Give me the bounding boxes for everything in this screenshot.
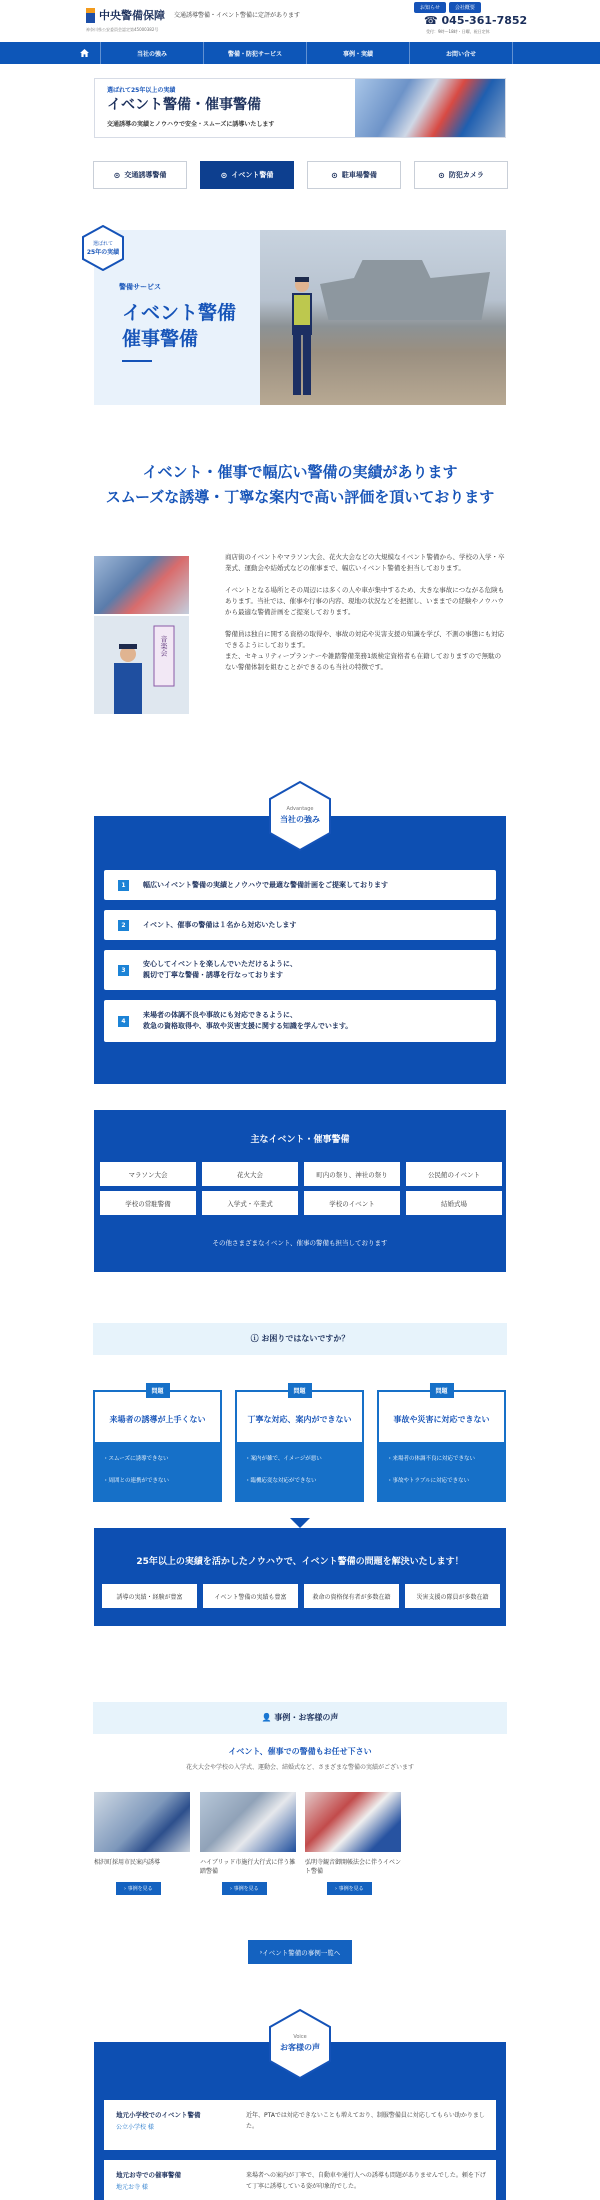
event-item: 学校の常駐警備 [100, 1191, 196, 1215]
case-button-label: 事例を見る [233, 1886, 259, 1892]
badge-line2: 25年の実績 [86, 249, 120, 256]
case-card [305, 1792, 401, 1895]
voice-text: 来場者への案内が丁寧で、自動車や通行人への誘導も問題がありませんでした。頼を下げて丁寧に誘導している姿が印象的でした。 [246, 2172, 486, 2190]
chevron-circle-icon: ⊙ [438, 170, 445, 180]
news-button[interactable]: お知らせ [414, 2, 446, 13]
advantage-text: 来場者の体調不良や事故にも対応できるように、 救急の資格取得や、事故や災害支援に関する知識を学んでいます。 [143, 1011, 353, 1030]
problems-header [93, 1323, 507, 1355]
advantage-item [104, 950, 496, 990]
intro-photo-1 [94, 556, 189, 614]
advantage-text: 幅広いイベント警備の実績とノウハウで最適な警備計画をご提案しております [143, 880, 388, 889]
voice-title: お客様の声 [280, 2043, 320, 2052]
event-item: 結婚式場 [406, 1191, 502, 1215]
advantage-text: 安心してイベントを楽しんでいただけるように、 親切で丁寧な警備・誘導を行なっております [143, 960, 297, 979]
phone-text: 045-361-7852 [441, 14, 528, 27]
case-card [94, 1792, 190, 1895]
voice-who: 地元お寺 様 [116, 2184, 148, 2191]
cases-title: 事例・お客様の声 [274, 1713, 339, 1722]
header-buttons [414, 2, 481, 13]
ship-shape [320, 260, 490, 320]
case-photo [200, 1792, 296, 1852]
company-sub: 神奈川県公安委員会認定第45000382号 [86, 27, 159, 32]
nav-home[interactable] [69, 42, 101, 64]
problem-list [237, 1442, 362, 1500]
voice-who: 公立小学校 様 [116, 2124, 154, 2131]
tab-event[interactable] [200, 161, 294, 189]
events-note: その他さまざまなイベント、催事の警備も担当しております [212, 1239, 388, 1247]
main-visual [94, 230, 506, 405]
company-button[interactable]: 会社概要 [449, 2, 481, 13]
solve-item: 誘導の実績・経験が豊富 [102, 1584, 197, 1608]
voice-name: 地元お寺での催事警備 [116, 2171, 181, 2179]
problem-list-item: ・来場者の体調不良に対応できない [387, 1456, 476, 1462]
event-item: マラソン大会 [100, 1162, 196, 1186]
advantage-en: Advantage [286, 806, 314, 812]
banner-desc: 交通誘導の実績とノウハウで安全・スムーズに誘導いたします [107, 121, 275, 128]
logo[interactable] [86, 7, 165, 23]
tab-parking[interactable] [307, 161, 401, 189]
advantage-num: 1 [118, 880, 129, 891]
all-cases-label: イベント警備の事例一覧へ [262, 1948, 341, 1957]
page-banner [94, 78, 506, 138]
problem-title: 事故や災害に対応できない [393, 1415, 490, 1424]
problems-title: お困りではないですか？ [261, 1334, 350, 1343]
nav-services[interactable]: 警備・防犯サービス [204, 42, 307, 64]
solve-list [102, 1584, 500, 1608]
case-button[interactable]: › 事例を見る [116, 1882, 161, 1895]
problem-item-text: 周囲との連携ができない [108, 1478, 170, 1484]
banner-small: 選ばれて25年以上の実績 [107, 87, 176, 94]
service-tabs [93, 161, 508, 189]
case-card [200, 1792, 296, 1895]
phone-number[interactable]: ☎ 045-361-7852 [424, 14, 528, 27]
person-icon: 👤 [261, 1713, 275, 1722]
case-button-label: 事例を見る [338, 1886, 364, 1892]
problem-list-item: ・臨機応変な対応ができない [245, 1478, 317, 1484]
advantage-num: 4 [118, 1016, 129, 1027]
solve-item: 災害支援の隊員が多数在籍 [405, 1584, 500, 1608]
problem-tag: 問題 [145, 1383, 169, 1398]
problem-item-text: 臨機応変な対応ができない [250, 1478, 317, 1484]
case-caption: ハイブリッド市施行大行式に伴う雑踏警備 [200, 1859, 296, 1875]
solve-section [94, 1528, 506, 1626]
headline [0, 460, 600, 510]
problem-list-item: ・案内が雑で、イメージが悪い [245, 1456, 322, 1462]
tab-camera[interactable] [414, 161, 508, 189]
logo-mark-icon [86, 8, 95, 23]
voice-hex-icon [267, 2008, 333, 2080]
problem-tag: 問題 [429, 1383, 453, 1398]
advantage-hex-icon [267, 780, 333, 852]
events-title: 主なイベント・催事警備 [250, 1135, 350, 1145]
problem-item-text: 案内が雑で、イメージが悪い [250, 1456, 322, 1462]
voice-name: 地元小学校でのイベント警備 [116, 2111, 201, 2119]
cases-header [93, 1702, 507, 1734]
guard-figure-icon [284, 275, 320, 400]
down-arrow-icon [290, 1518, 310, 1528]
problem-card [93, 1390, 222, 1502]
intro-p2: イベントとなる場所とその周辺には多くの人や車が集中するため、大きな事故につながる危険もあります。当社では、催事や行事の内容、現地の状況などを把握し、いままでの経験やノウハウから最適な警備計画をご提案しております。 [225, 586, 505, 616]
tab-label: 駐車場警備 [341, 171, 377, 179]
voice-text: 近年、PTAでは対応できないことも増えており、制服警備員に対応してもらい助かりました。 [246, 2112, 485, 2130]
voice-en: Voice [293, 2034, 307, 2040]
problem-item-text: 来場者の体調不良に対応できない [392, 1456, 476, 1462]
solve-item: イベント警備の実績も豊富 [203, 1584, 298, 1608]
mv-title-line2: 催事警備 [122, 328, 199, 350]
problem-list [379, 1442, 504, 1500]
tagline: 交通誘導警備・イベント警備に定評があります [174, 12, 301, 19]
events-grid [100, 1162, 500, 1215]
tab-label: 防犯カメラ [448, 171, 484, 179]
all-cases-button[interactable]: › イベント警備の事例一覧へ [248, 1940, 352, 1964]
guard-sign-photo [94, 616, 189, 714]
info-icon: ⓘ [250, 1334, 262, 1343]
problem-tag: 問題 [287, 1383, 311, 1398]
case-button[interactable]: › 事例を見る [327, 1882, 372, 1895]
tab-label: 交通誘導警備 [124, 171, 167, 179]
nav-contact[interactable]: お問い合せ [410, 42, 513, 64]
event-item: 入学式・卒業式 [202, 1191, 298, 1215]
problem-list-item: ・周囲との連携ができない [103, 1478, 170, 1484]
intro-p3: 警備員は独自に開する資格の取得や、事故の対応や災害支援の知識を学び、不測の事態にも対応できるようにしております。 また、セキュリティープランナーや雑踏警備業務1級検定資格者も在籍しておりますので無駄のない警備体制を組むことができるのも当社の特徴です。 [225, 630, 505, 671]
problem-card [377, 1390, 506, 1502]
case-photo [305, 1792, 401, 1852]
case-caption: 弘明寺観音御開帳法会に伴うイベント警備 [305, 1859, 402, 1875]
chevron-circle-icon: ⊙ [331, 170, 338, 180]
badge-hex-icon [80, 225, 126, 271]
sign-text: 音楽会 [160, 635, 168, 657]
divider [122, 360, 152, 362]
site-header [0, 0, 600, 42]
advantage-num: 2 [118, 920, 129, 931]
events-section [94, 1110, 506, 1272]
cases-sub: イベント、催事での警備もお任せ下さい [228, 1747, 372, 1756]
problem-title: 来場者の誘導が上手くない [109, 1415, 206, 1424]
headline-line1: イベント・催事で幅広い警備の実績があります [142, 463, 458, 481]
tab-label: イベント警備 [231, 171, 274, 179]
nav-advantage[interactable]: 当社の強み [101, 42, 204, 64]
event-item: 学校のイベント [304, 1191, 400, 1215]
chevron-circle-icon: ⊙ [220, 170, 228, 180]
advantage-text: イベント、催事の警備は１名から対応いたします [143, 920, 297, 929]
advantage-item [104, 870, 496, 900]
problem-list-item: ・事故やトラブルに対応できない [387, 1478, 470, 1484]
event-item: 花火大会 [202, 1162, 298, 1186]
mv-small: 警備サービス [119, 283, 161, 291]
problem-list-item: ・スムーズに誘導できない [103, 1456, 169, 1462]
problem-item-text: 事故やトラブルに対応できない [392, 1478, 470, 1484]
global-nav [0, 42, 600, 64]
headline-line2: スムーズな誘導・丁寧な案内で高い評価を頂いております [105, 488, 495, 506]
cases-sub2: 花火大会や学校の入学式、運動会、結婚式など、さまざまな警備の実績がございます [185, 1764, 414, 1771]
intro-text [225, 552, 507, 684]
case-caption: 相沢町採用市民案内誘導 [94, 1859, 161, 1866]
problem-title: 丁寧な対応、案内ができない [247, 1415, 352, 1424]
solve-title: 25年以上の実績を活かしたノウハウで、イベント警備の問題を解決いたします！ [136, 1557, 464, 1567]
problem-item-text: スムーズに誘導できない [108, 1456, 169, 1462]
case-button-label: 事例を見る [127, 1886, 153, 1892]
badge-line1: 選ばれて [92, 241, 114, 247]
event-item: 町内の祭り、神社の祭り [304, 1162, 400, 1186]
company-name: 中央警備保障 [99, 9, 165, 22]
problem-list [95, 1442, 220, 1500]
solve-item: 救命の資格保有者が多数在籍 [304, 1584, 399, 1608]
chevron-circle-icon: ⊙ [113, 170, 121, 180]
advantage-item [104, 1000, 496, 1042]
mv-photo [260, 230, 506, 405]
advantage-section [94, 816, 506, 1084]
intro-p1: 商店街のイベントやマラソン大会、花火大会などの大規模なイベント警備から、学校の入学・卒業式、運動会や結婚式などの催事まで、幅広いイベント警備を担当しております。 [225, 553, 505, 572]
mv-title-line1: イベント警備 [122, 302, 237, 324]
advantage-item [104, 910, 496, 940]
intro-photo-2 [94, 616, 189, 714]
advantage-num: 3 [118, 965, 129, 976]
mv-title [122, 300, 236, 352]
event-item: 公民館のイベント [406, 1162, 502, 1186]
voice-card [104, 2100, 496, 2150]
phone-hours: 受付：9時〜18時・日曜、祝日定休 [426, 29, 490, 34]
nav-cases[interactable]: 事例・実績 [307, 42, 410, 64]
voice-card [104, 2160, 496, 2200]
advantage-title: 当社の強み [280, 815, 320, 824]
case-photo [94, 1792, 190, 1852]
problem-card [235, 1390, 364, 1502]
case-button[interactable]: › 事例を見る [222, 1882, 267, 1895]
tab-traffic[interactable] [93, 161, 187, 189]
page-title: イベント警備・催事警備 [107, 97, 261, 113]
banner-photo [355, 79, 505, 138]
home-icon [80, 49, 89, 57]
